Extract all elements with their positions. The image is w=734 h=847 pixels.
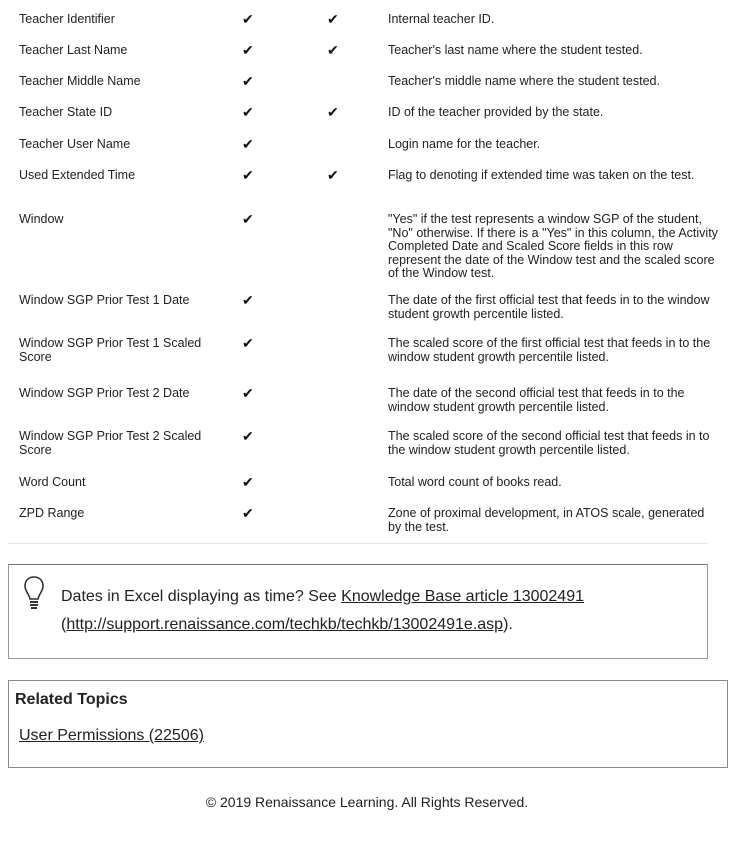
related-topics-box [8,680,728,768]
related-link-user-permissions[interactable]: User Permissions (22506) [19,727,204,744]
field-name: Teacher Identifier [19,12,115,26]
check-icon: ✔ [242,42,254,58]
field-description: The scaled score of the second official test that feeds in to the window student growth percentile listed. [388,429,710,457]
paren-open: ( [61,616,67,633]
related-topics-title: Related Topics [15,691,128,708]
field-description: Login name for the teacher. [388,137,541,151]
check-icon: ✔ [242,474,254,490]
copyright-footer: © 2019 Renaissance Learning. All Rights Reserved. [205,794,529,810]
tip-box [8,564,708,659]
table-divider [8,543,708,544]
tip-prefix: Dates in Excel displaying as time? See [61,588,342,605]
check-icon: ✔ [327,42,339,58]
field-name: Used Extended Time [19,168,136,182]
check-icon: ✔ [242,73,254,89]
field-name: Word Count [19,475,86,489]
field-description: The date of the second official test that feeds in to the window student growth percentile listed. [388,386,685,414]
field-name: Window SGP Prior Test 2 Date [19,386,190,400]
field-name: Teacher State ID [19,105,113,119]
check-icon: ✔ [242,136,254,152]
check-icon: ✔ [242,385,254,401]
check-icon: ✔ [327,167,339,183]
field-description: "Yes" if the test represents a window SGP of the student, "No" otherwise. If there is a "Yes" in this column, the Activity Completed Date and Scaled Score fields in this row represent the date of the Window test and the scaled score of the Window test. [388,212,718,280]
check-icon: ✔ [242,292,254,308]
tip-text [61,583,701,639]
field-description: The scaled score of the first official test that feeds in to the window student growth percentile listed. [388,336,711,364]
field-name: Window [19,212,64,226]
field-name: ZPD Range [19,506,85,520]
field-description: Flag to denoting if extended time was taken on the test. [388,168,695,182]
field-name: Teacher Middle Name [19,74,141,88]
check-icon: ✔ [242,104,254,120]
check-icon: ✔ [242,428,254,444]
check-icon: ✔ [242,335,254,351]
field-description: Teacher's middle name where the student tested. [388,74,660,88]
field-name: Window SGP Prior Test 1 Date [19,293,190,307]
field-description: Total word count of books read. [388,475,562,489]
field-description: Teacher's last name where the student tested. [388,43,643,57]
field-description: ID of the teacher provided by the state. [388,105,604,119]
check-icon: ✔ [327,104,339,120]
check-icon: ✔ [242,211,254,227]
check-icon: ✔ [242,167,254,183]
field-name: Teacher Last Name [19,43,128,57]
field-name: Window SGP Prior Test 2 Scaled Score [19,429,202,457]
kb-url-link[interactable]: http://support.renaissance.com/techkb/techkb/13002491e.asp [66,616,504,633]
paren-close: ). [503,616,513,633]
field-name: Teacher User Name [19,137,131,151]
check-icon: ✔ [242,11,254,27]
kb-article-link[interactable]: Knowledge Base article 13002491 [341,588,584,605]
check-icon: ✔ [242,505,254,521]
field-description: Zone of proximal development, in ATOS scale, generated by the test. [388,506,705,534]
field-description: Internal teacher ID. [388,12,495,26]
field-description: The date of the first official test that feeds in to the window student growth percentile listed. [388,293,710,321]
check-icon: ✔ [327,11,339,27]
lightbulb-icon [23,575,45,611]
field-name: Window SGP Prior Test 1 Scaled Score [19,336,202,364]
